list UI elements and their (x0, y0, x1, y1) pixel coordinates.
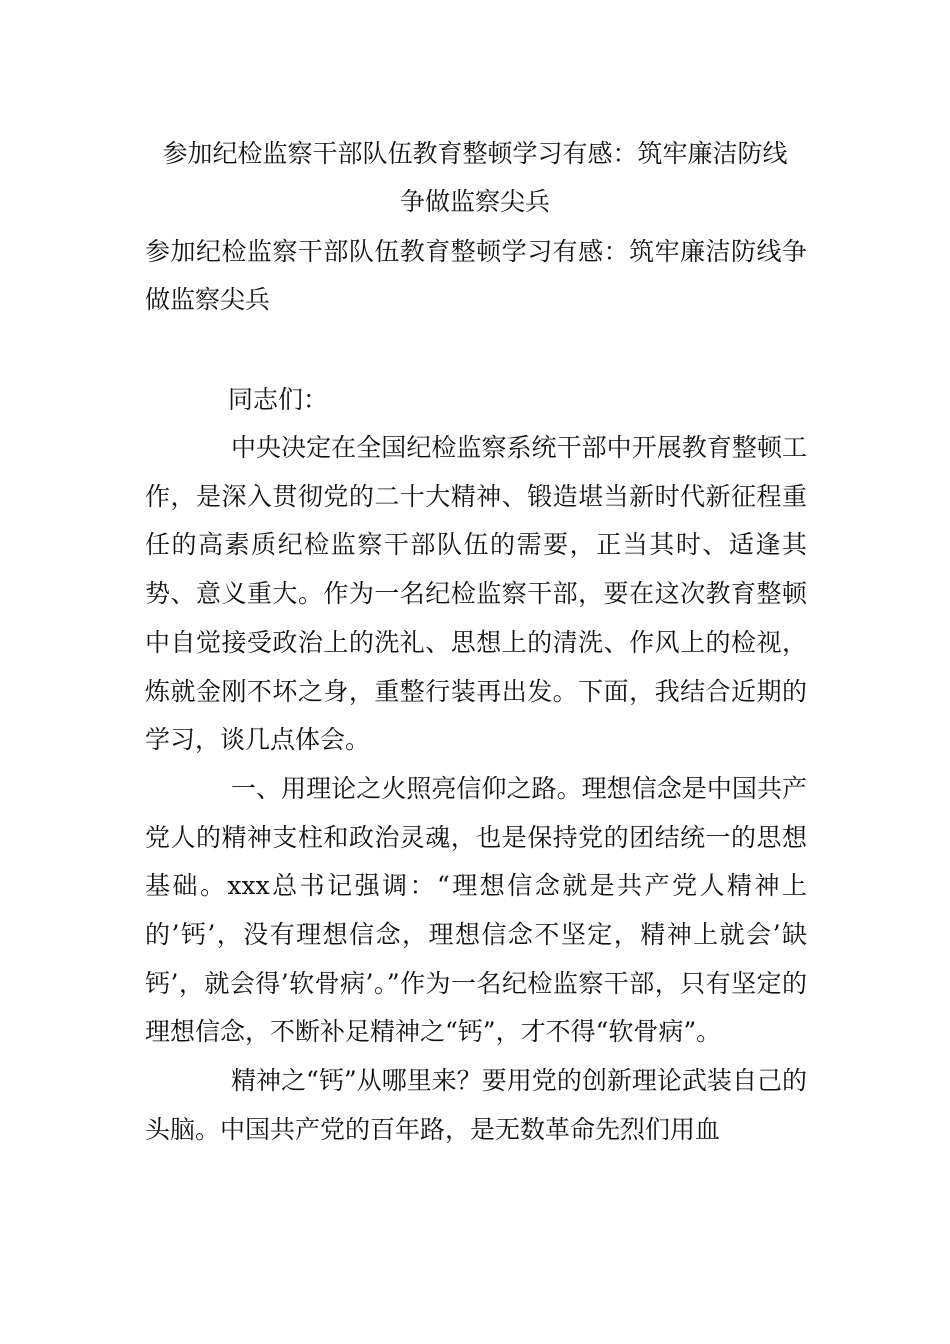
document-body (145, 424, 807, 1155)
salutation: 同志们： (228, 385, 329, 414)
document-title (145, 130, 805, 226)
title-line-2: 争做监察尖兵 (399, 187, 550, 216)
document-heading: 参加纪检监察干部队伍教育整顿学习有感：筑牢廉洁防线争做监察尖兵 (145, 237, 807, 314)
paragraph-spirit-calcium: 精神之“钙”从哪里来？要用党的创新理论武装自己的头脑。中国共产党的百年路，是无数革命先烈们用血 (145, 1066, 807, 1144)
paragraph-intro: 中央决定在全国纪检监察系统干部中开展教育整顿工作，是深入贯彻党的二十大精神、锻造堪当新时代新征程重任的高素质纪检监察干部队伍的需要，正当其时、适逢其势、意义重大。作为一名纪检监察干部，要在这次教育整顿中自觉接受政治上的洗礼、思想上的清洗、作风上的检视，炼就金刚不坏之身，重整行装再出发。下面，我结合近期的学习，谈几点体会。 (145, 433, 807, 755)
paragraph-section-one: 一、用理论之火照亮信仰之路。理想信念是中国共产党人的精神支柱和政治灵魂，也是保持党的团结统一的思想基础。xxx总书记强调：“理想信念就是共产党人精神上的’钙’，没有理想信念，理想信念不坚定，精神上就会’缺钙’，就会得’软骨病’。”作为一名纪检监察干部，只有坚定的理想信念，不断补足精神之“钙”，才不得“软骨病”。 (145, 773, 807, 1047)
title-line-1: 参加纪检监察干部队伍教育整顿学习有感：筑牢廉洁防线 (162, 139, 788, 168)
